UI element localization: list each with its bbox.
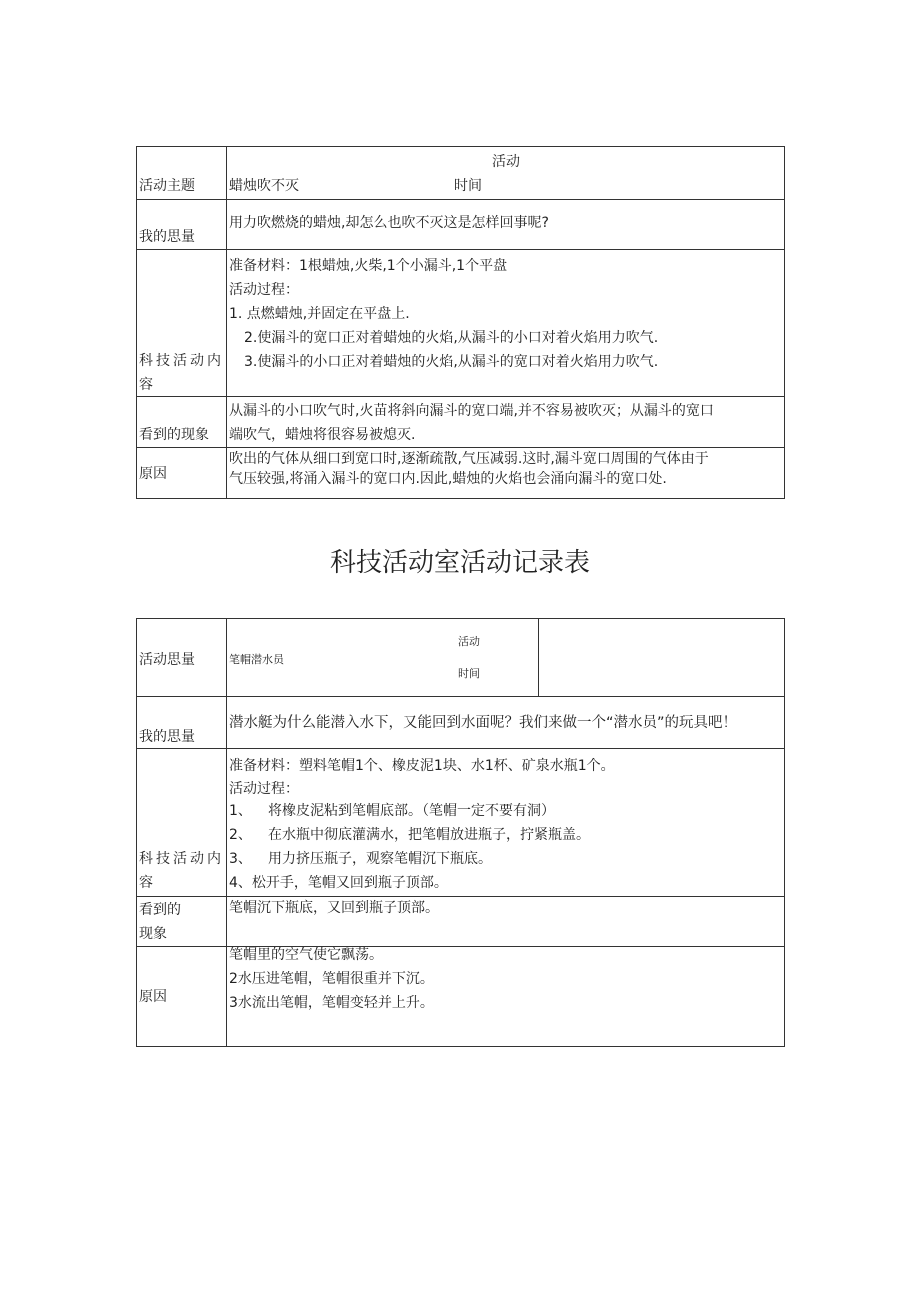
reason2-line-2: 2水压进笔帽，笔帽很重并下沉。	[229, 971, 434, 987]
reason-line-1: 吹出的气体从细口到宽口时,逐渐疏散,气压减弱.这时,漏斗宽口周围的气体由于	[229, 451, 709, 467]
thinking-row	[137, 200, 784, 250]
step-1: 1. 点燃蜡烛,并固定在平盘上.	[229, 306, 410, 322]
materials: 准备材料：1根蜡烛,火柴,1个小漏斗,1个平盘	[229, 258, 508, 274]
materials-2: 准备材料：塑料笔帽1个、橡皮泥1块、水1杯、矿泉水瓶1个。	[229, 758, 615, 774]
time-label-top: 活动	[492, 154, 520, 170]
time-label-top-2: 活动	[458, 635, 480, 648]
observed-label: 看到的现象	[139, 427, 209, 443]
reason2-line-3: 3水流出笔帽，笔帽变轻并上升。	[229, 995, 434, 1011]
reason-line-2: 气压较强,将涌入漏斗的宽口内.因此,蜡烛的火焰也会涌向漏斗的宽口处.	[229, 471, 667, 487]
step-num-1: 1、	[229, 803, 252, 819]
record-table-2	[136, 618, 785, 1047]
process-label-2: 活动过程：	[229, 781, 299, 797]
content-label-2: 容	[139, 377, 153, 393]
topic-label: 活动主题	[139, 178, 195, 194]
topic-value: 蜡烛吹不灭	[229, 178, 299, 194]
observed-label-2b: 现象	[139, 926, 167, 942]
thinking-row-2	[137, 697, 784, 749]
observed-text-2: 笔帽沉下瓶底，又回到瓶子顶部。	[229, 900, 439, 916]
reason-label-2: 原因	[139, 989, 167, 1005]
observed-line-1: 从漏斗的小口吹气时,火苗将斜向漏斗的宽口端,并不容易被吹灭；从漏斗的宽口	[229, 403, 714, 419]
observed-row	[137, 397, 784, 448]
step-num-3: 3、	[229, 851, 252, 867]
thinking-text-2: 潜水艇为什么能潜入水下，又能回到水面呢？我们来做一个“潜水员”的玩具吧！	[229, 715, 738, 731]
topic-value-2: 笔帽潜水员	[229, 653, 284, 666]
step-text-1: 将橡皮泥粘到笔帽底部。（笔帽一定不要有洞）	[268, 803, 555, 819]
content-row-2	[137, 749, 784, 897]
observed-label-2a: 看到的	[139, 902, 181, 918]
reason-row	[137, 448, 784, 499]
step-text-3: 用力挤压瓶子，观察笔帽沉下瓶底。	[268, 851, 492, 867]
observed-row-2	[137, 897, 784, 947]
time-label-bottom-2: 时间	[458, 667, 480, 680]
content-row	[137, 250, 784, 397]
step-3: 3.使漏斗的小口正对着蜡烛的火焰,从漏斗的宽口对着火焰用力吹气.	[244, 354, 659, 370]
reason-label: 原因	[139, 466, 167, 482]
topic-row-2	[137, 619, 784, 697]
step-2: 2.使漏斗的宽口正对着蜡烛的火焰,从漏斗的小口对着火焰用力吹气.	[244, 330, 659, 346]
step-num-2: 2、	[229, 827, 252, 843]
record-table-1	[136, 146, 785, 499]
content-label-1: 科技活动内	[139, 353, 224, 369]
topic-row	[137, 147, 784, 200]
content-label-2b: 容	[139, 875, 153, 891]
time-label-bottom: 时间	[454, 178, 482, 194]
page-title: 科技活动室活动记录表	[329, 548, 590, 578]
time-value-cell	[538, 619, 784, 696]
process-label: 活动过程：	[229, 282, 299, 298]
observed-line-2: 端吹气，蜡烛将很容易被熄灭.	[229, 427, 416, 443]
thinking-label: 我的思量	[139, 229, 195, 245]
thinking-text: 用力吹燃烧的蜡烛,却怎么也吹不灭这是怎样回事呢?	[229, 215, 549, 231]
reason-row-2	[137, 947, 784, 1047]
step-text-2: 在水瓶中彻底灌满水，把笔帽放进瓶子，拧紧瓶盖。	[268, 827, 590, 843]
topic-label-2: 活动思量	[139, 652, 195, 668]
thinking-label-2: 我的思量	[139, 729, 195, 745]
reason2-line-1: 笔帽里的空气使它飘荡。	[229, 947, 383, 963]
content-label-2a: 科技活动内	[139, 851, 224, 867]
step-4: 4、松开手，笔帽又回到瓶子顶部。	[229, 875, 448, 891]
